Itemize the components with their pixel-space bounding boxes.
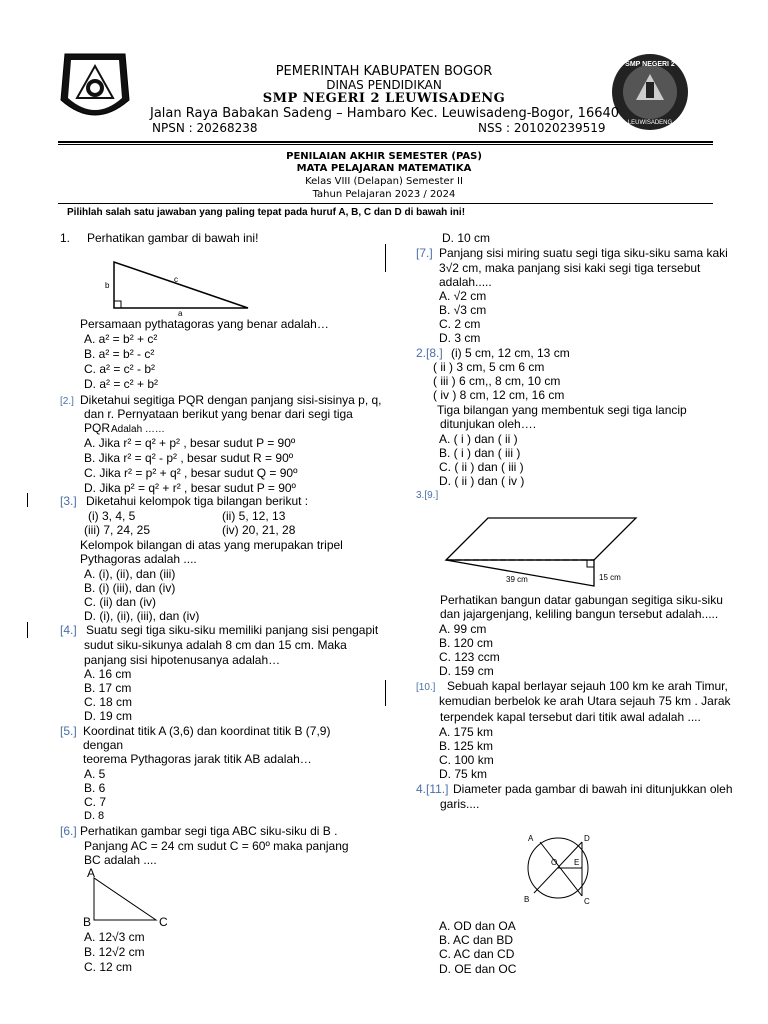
q8-set-2: ( ii ) 3 cm, 5 cm 6 cm [433, 360, 545, 374]
q8-stem2: ditunjukan oleh…. [440, 417, 537, 431]
q1-option-d[interactable]: D. a² = c² + b² [84, 377, 159, 391]
q6-option-d[interactable]: D. 10 cm [442, 231, 491, 245]
q10-line1: Sebuah kapal berlayar sejauh 100 km ke arah Timur, [447, 679, 728, 693]
q4-number: [4.] [60, 623, 77, 637]
q6-number: [6.] [60, 824, 77, 838]
change-bar [385, 680, 386, 706]
q6-label-b: B [83, 915, 92, 928]
q10-option-a[interactable]: A. 175 km [439, 725, 494, 739]
q8-option-b[interactable]: B. ( i ) dan ( iii ) [439, 446, 521, 460]
q3-text: Diketahui kelompok tiga bilangan berikut : [86, 494, 309, 508]
header-divider-top [58, 141, 713, 143]
q6-option-c[interactable]: C. 12 cm [84, 960, 133, 974]
change-bar [27, 622, 28, 638]
q1-number: 1. [60, 231, 71, 245]
q8-set-3: ( iii ) 6 cm,, 8 cm, 10 cm [433, 374, 561, 388]
q3-set-3: (iii) 7, 24, 25 [84, 523, 151, 537]
q8-number: 2.[8.] [416, 346, 443, 360]
q1-stem: Persamaan pythatagoras yang benar adalah… [80, 317, 329, 331]
q9-option-d[interactable]: D. 159 cm [439, 664, 494, 678]
q9-option-c[interactable]: C. 123 ccm [439, 650, 500, 664]
q11-label-d: D [584, 834, 590, 843]
q11-line2: garis.... [440, 797, 480, 811]
q1-label-b: b [105, 281, 110, 290]
q3-option-a[interactable]: A. (i), (ii), dan (iii) [84, 567, 176, 581]
q11-option-c[interactable]: C. AC dan CD [439, 947, 515, 961]
header-line1: PEMERINTAH KABUPATEN BOGOR [275, 64, 493, 79]
q5-line3: teorema Pythagoras jarak titik AB adalah… [83, 752, 312, 766]
q4-option-b[interactable]: B. 17 cm [84, 681, 132, 695]
q3-option-b[interactable]: B. (i) (iii), dan (iv) [84, 581, 176, 595]
header-school: SMP NEGERI 2 LEUWISADENG [262, 91, 506, 106]
q3-option-c[interactable]: C. (ii) dan (iv) [84, 595, 157, 609]
q1-text: Perhatikan gambar di bawah ini! [87, 231, 259, 245]
header-address: Jalan Raya Babakan Sadeng – Hambaro Kec. Leuwisadeng-Bogor, 16640 [150, 106, 620, 121]
q8-stem1: Tiga bilangan yang membentuk segi tiga lancip [437, 403, 687, 417]
q7-option-b[interactable]: B. √3 cm [439, 303, 487, 317]
q2-option-d[interactable]: D. Jika p² = q² + r² , besar sudut P = 90º [84, 481, 296, 495]
q1-label-c: c [174, 275, 178, 284]
q8-set-4: ( iv ) 8 cm, 12 cm, 16 cm [433, 388, 565, 402]
q8-set-1: (i) 5 cm, 12 cm, 13 cm [451, 346, 570, 360]
q4-line1: Suatu segi tiga siku-siku memiliki panjang sisi pengapit [86, 623, 379, 637]
q2-line1: Diketahui segitiga PQR dengan panjang sisi-sisinya p, q, [80, 393, 382, 407]
q11-circle-figure [514, 830, 604, 910]
q7-line1: Panjang sisi miring suatu segi tiga siku-siku sama kaki [439, 246, 728, 260]
q3-set-4: (iv) 20, 21, 28 [222, 523, 296, 537]
q4-option-d[interactable]: D. 19 cm [84, 709, 133, 723]
q3-stem1: Kelompok bilangan di atas yang merupakan tripel [80, 538, 343, 552]
q7-line2: 3√2 cm, maka panjang sisi kaki segi tiga tersebut [439, 261, 701, 275]
q8-option-c[interactable]: C. ( ii ) dan ( iii ) [439, 460, 524, 474]
q1-triangle-figure [100, 258, 260, 318]
q11-label-o: O [551, 858, 558, 867]
header-nss: NSS : 201020239519 [478, 121, 606, 135]
q7-line3: adalah..... [439, 275, 492, 289]
q5-option-b[interactable]: B. 6 [84, 781, 106, 795]
header-npsn: NPSN : 20268238 [152, 121, 258, 135]
q3-set-1: (i) 3, 4, 5 [88, 509, 136, 523]
q3-stem2: Pythagoras adalah .... [80, 552, 197, 566]
header-divider-bottom [58, 144, 713, 145]
q5-line1: Koordinat titik A (3,6) dan koordinat titik B (7,9) [83, 724, 331, 738]
q2-line3: PQR [84, 421, 111, 435]
q10-line3: terpendek kapal tersebut dari titik awal adalah .... [440, 710, 701, 724]
q9-label-base: 39 cm [506, 575, 528, 584]
q7-number: [7.] [416, 246, 433, 260]
q9-option-a[interactable]: A. 99 cm [439, 622, 487, 636]
q10-line2: kemudian berbelok ke arah Utara sejauh 75 km . Jarak [439, 694, 731, 708]
q4-option-c[interactable]: C. 18 cm [84, 695, 133, 709]
q6-triangle-figure [82, 866, 182, 928]
q5-option-c[interactable]: C. 7 [84, 795, 107, 809]
q9-option-b[interactable]: B. 120 cm [439, 636, 494, 650]
q8-option-d[interactable]: D. ( ii ) dan ( iv ) [439, 474, 525, 488]
q2-option-c[interactable]: C. Jika r² = p² + q² , besar sudut Q = 90º [84, 466, 298, 480]
exam-instruction: Pilihlah salah satu jawaban yang paling tepat pada huruf A, B, C dan D di bawah ini! [67, 207, 466, 218]
q2-line3-suffix: Adalah …… [111, 424, 165, 435]
q11-line1: Diameter pada gambar di bawah ini ditunjukkan oleh [453, 782, 733, 796]
q4-option-a[interactable]: A. 16 cm [84, 667, 132, 681]
logo-left-text: TEGAR BERIMAN [65, 119, 125, 126]
q1-option-b[interactable]: B. a² = b² - c² [84, 347, 155, 361]
q11-label-a: A [528, 834, 534, 843]
q6-line3: BC adalah .... [84, 853, 157, 867]
q2-option-b[interactable]: B. Jika r² = q² - p² , besar sudut R = 90º [84, 451, 294, 465]
q6-line1: Perhatikan gambar segi tiga ABC siku-siku di B . [80, 824, 338, 838]
q10-option-c[interactable]: C. 100 km [439, 753, 494, 767]
q5-line2: dengan [83, 738, 124, 752]
q11-label-e: E [574, 858, 580, 867]
q6-label-a: A [87, 866, 96, 880]
q11-option-d[interactable]: D. OE dan OC [439, 962, 517, 976]
exam-class: Kelas VIII (Delapan) Semester II [305, 176, 463, 187]
exam-subject: MATA PELAJARAN MATEMATIKA [296, 163, 472, 174]
q2-line2: dan r. Pernyataan berikut yang benar dari segi tiga [84, 407, 353, 421]
q9-line1: Perhatikan bangun datar gabungan segitiga siku-siku [440, 593, 723, 607]
q9-composite-figure [440, 512, 640, 588]
q3-set-2: (ii) 5, 12, 13 [222, 509, 286, 523]
q7-option-c[interactable]: C. 2 cm [439, 317, 481, 331]
q4-line3: panjang sisi hipotenusanya adalah… [84, 653, 281, 667]
q3-number: [3.] [60, 494, 77, 508]
q10-option-b[interactable]: B. 125 km [439, 739, 494, 753]
logo-right-top-text: SMP NEGERI 2 [625, 61, 675, 68]
q1-label-a: a [178, 309, 183, 318]
q9-line2: dan jajargenjang, keliling bangun tersebut adalah..... [440, 607, 719, 621]
q3-option-d[interactable]: D. (i), (ii), (iii), dan (iv) [84, 609, 200, 623]
q11-option-a[interactable]: A. OD dan OA [439, 919, 516, 933]
q11-label-c: C [584, 897, 590, 906]
q2-option-a[interactable]: A. Jika r² = q² + p² , besar sudut P = 90º [84, 436, 296, 450]
q11-number: 4.[11.] [416, 782, 449, 796]
q1-option-a[interactable]: A. a² = b² + c² [84, 332, 158, 346]
q6-option-a[interactable]: A. 12√3 cm [84, 930, 145, 944]
q11-label-b: B [524, 895, 530, 904]
q9-label-side: 15 cm [599, 573, 621, 582]
q5-option-d[interactable]: D. 8 [84, 810, 105, 822]
q10-number: [10.] [416, 682, 436, 693]
q7-option-d[interactable]: D. 3 cm [439, 331, 481, 345]
header-line2: DINAS PENDIDIKAN [326, 78, 442, 92]
q5-number: [5.] [60, 724, 77, 738]
q1-option-c[interactable]: C. a² = c² - b² [84, 362, 156, 376]
q10-option-d[interactable]: D. 75 km [439, 767, 488, 781]
q11-option-b[interactable]: B. AC dan BD [439, 933, 514, 947]
q6-label-c: C [159, 915, 168, 928]
instruction-divider [58, 203, 713, 204]
logo-right-bottom-text: LEUWISADENG [627, 120, 673, 126]
q7-option-a[interactable]: A. √2 cm [439, 289, 487, 303]
q6-option-b[interactable]: B. 12√2 cm [84, 945, 145, 959]
q2-number: [2.] [60, 396, 74, 407]
exam-year: Tahun Pelajaran 2023 / 2024 [312, 189, 456, 200]
change-bar [385, 244, 386, 272]
q9-number: 3.[9.] [416, 490, 439, 501]
q6-line2: Panjang AC = 24 cm sudut C = 60º maka panjang [84, 839, 349, 853]
q8-option-a[interactable]: A. ( i ) dan ( ii ) [439, 432, 518, 446]
q5-option-a[interactable]: A. 5 [84, 767, 106, 781]
q4-line2: sudut siku-sikunya adalah 8 cm dan 15 cm. Maka [84, 638, 347, 652]
exam-title: PENILAIAN AKHIR SEMESTER (PAS) [286, 151, 482, 162]
change-bar [27, 493, 28, 507]
